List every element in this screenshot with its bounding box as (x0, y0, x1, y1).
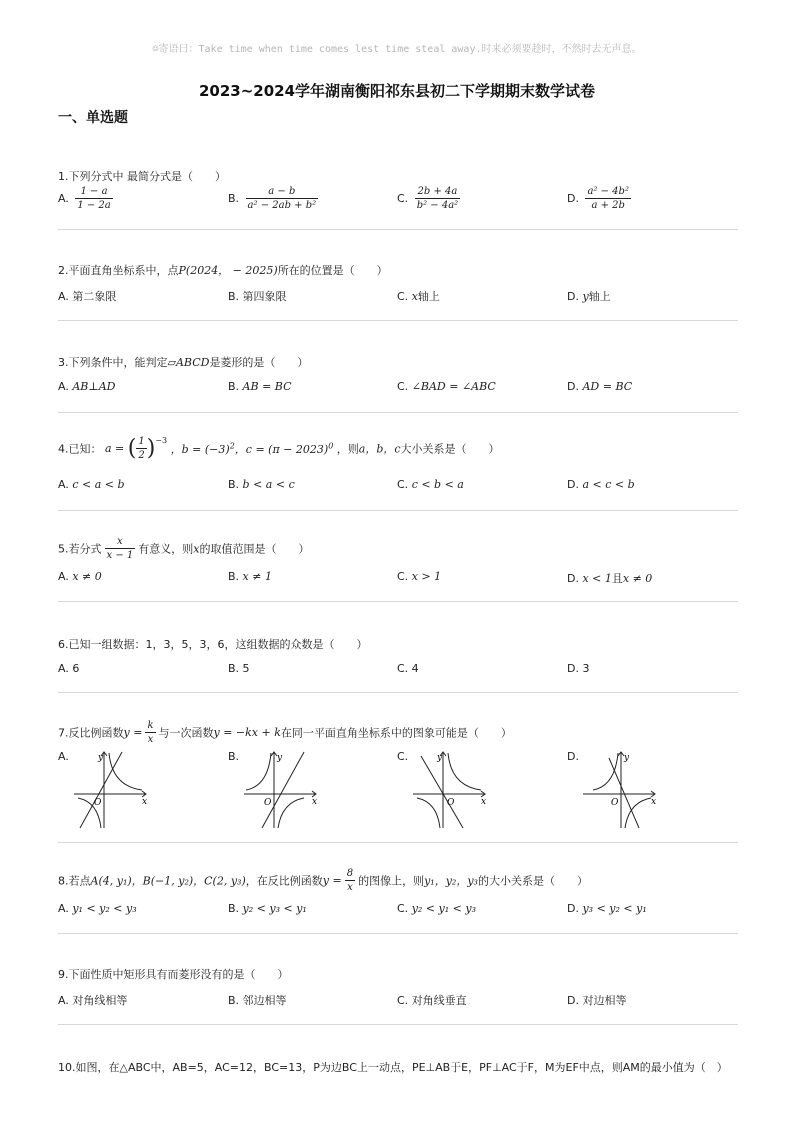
question-2-stem: 2.平面直角坐标系中，点P(2024， − 2025)所在的位置是（ ） (58, 264, 388, 277)
svg-text:y: y (98, 753, 104, 763)
question-8 (58, 868, 738, 920)
divider (58, 412, 738, 413)
fraction: $\frac{k}{x}$ (147, 720, 154, 745)
graph-a-icon (72, 750, 152, 830)
divider (58, 510, 738, 511)
question-3-option-b[interactable]: B. AB = BC (228, 380, 292, 393)
question-9-stem: 9.下面性质中矩形具有而菱形没有的是（ ） (58, 968, 289, 981)
question-1-option-a[interactable]: A. $\frac{1 - a}{1 - 2a}$ (58, 186, 111, 211)
svg-text:y: y (437, 753, 443, 763)
question-4-stem: 4.已知： a = ( $\frac{1}{2}$ )$^{-3}$ ，$b = (-3)^2$，$c = (\pi - 2023)^0$ ，则a，b，c大小关系是（ ） (58, 436, 500, 461)
svg-text:O: O (264, 798, 272, 808)
question-6-option-a[interactable]: A. 6 (58, 662, 80, 675)
divider (58, 601, 738, 602)
svg-text:x: x (312, 797, 318, 807)
graph-d-icon (581, 750, 661, 830)
question-7-option-d[interactable]: D. y x O (567, 750, 677, 830)
divider (58, 1024, 738, 1025)
graph-b-icon (242, 750, 322, 830)
svg-text:O: O (94, 798, 102, 808)
question-7-option-a[interactable]: A. y x O (58, 750, 168, 830)
fraction: $\frac{2b + 4a}{\text{b² − 4a²}}$ (416, 186, 459, 211)
question-3-option-a[interactable]: A. AB⊥AD (58, 380, 116, 393)
svg-text:y: y (277, 753, 283, 763)
fraction: $\frac{a - b}{\text{a² − 2ab + b²}}$ (247, 186, 317, 211)
page-title: 2023~2024学年湖南衡阳祁东县初二下学期期末数学试卷 (198, 82, 596, 100)
question-8-stem: 8.若点A(4, y₁)，B(−1, y₂)，C(2, y₃)，在反比例函数y = $\frac{8}{x}$ 的图像上，则y₁，y₂，y₃的大小关系是（ ） (58, 868, 588, 893)
question-7-stem: 7.反比例函数y = $\frac{k}{x}$ 与一次函数y = −kx + k在同一平面直角坐标系中的图象可能是（ ） (58, 720, 512, 745)
svg-text:y: y (624, 753, 630, 763)
svg-text:x: x (481, 797, 487, 807)
svg-text:O: O (611, 798, 619, 808)
fraction: $\frac{\text{a² − 4b²}}{a + 2b}$ (587, 186, 629, 211)
question-7 (58, 720, 738, 832)
question-6-option-d[interactable]: D. 3 (567, 662, 590, 675)
question-1 (58, 168, 738, 220)
question-10 (58, 1059, 738, 1079)
question-5-stem: 5.若分式 $\frac{x}{x - 1}$ 有意义，则x的取值范围是（ ） (58, 536, 310, 561)
question-9-option-d[interactable]: D. 对边相等 (567, 994, 627, 1007)
question-6-option-c[interactable]: C. 4 (397, 662, 419, 675)
question-1-stem: 1.下列分式中 最简分式是（ ） (58, 170, 226, 183)
question-9-option-c[interactable]: C. 对角线垂直 (397, 994, 467, 1007)
fraction: $\frac{1 - a}{1 - 2a}$ (77, 186, 111, 211)
question-2-option-d[interactable]: D. y轴上 (567, 290, 611, 303)
question-8-option-b[interactable]: B. y₂ < y₃ < y₁ (228, 902, 307, 915)
svg-text:O: O (447, 798, 455, 808)
fraction: $\frac{x}{x - 1}$ (106, 536, 134, 561)
question-4-option-c[interactable]: C. c < b < a (397, 478, 464, 491)
question-9-option-b[interactable]: B. 邻边相等 (228, 994, 287, 1007)
question-9 (58, 966, 738, 1010)
question-6 (58, 636, 738, 676)
motto-banner: ☺寄语曰：Take time when time comes lest time steal away.时来必须要趁时，不然时去无声息。 (152, 44, 642, 55)
question-6-option-b[interactable]: B. 5 (228, 662, 250, 675)
question-8-option-c[interactable]: C. y₂ < y₁ < y₃ (397, 902, 476, 915)
question-5-option-c[interactable]: C. x > 1 (397, 570, 442, 583)
question-7-option-b[interactable]: B. y x O (228, 750, 338, 830)
divider (58, 229, 738, 230)
question-8-option-a[interactable]: A. y₁ < y₂ < y₃ (58, 902, 137, 915)
question-1-option-c[interactable]: C. $\frac{2b + 4a}{\text{b² − 4a²}}$ (397, 186, 459, 211)
question-9-option-a[interactable]: A. 对角线相等 (58, 994, 128, 1007)
fraction: $\frac{8}{x}$ (346, 868, 354, 893)
question-4 (58, 436, 738, 500)
svg-text:x: x (142, 797, 148, 807)
question-4-option-b[interactable]: B. b < a < c (228, 478, 295, 491)
question-5-option-b[interactable]: B. x ≠ 1 (228, 570, 272, 583)
question-4-option-a[interactable]: A. c < a < b (58, 478, 125, 491)
question-2-option-c[interactable]: C. x轴上 (397, 290, 440, 303)
question-1-option-d[interactable]: D. $\frac{\text{a² − 4b²}}{a + 2b}$ (567, 186, 629, 211)
question-6-stem: 6.已知一组数据：1，3，5，3，6，这组数据的众数是（ ） (58, 638, 368, 651)
question-2-option-b[interactable]: B. 第四象限 (228, 290, 287, 303)
question-3-option-d[interactable]: D. AD = BC (567, 380, 633, 393)
section-heading: 一、单选题 (58, 110, 128, 126)
question-7-option-c[interactable]: C. y x O (397, 750, 507, 830)
question-5-option-a[interactable]: A. x ≠ 0 (58, 570, 102, 583)
question-3-option-c[interactable]: C. ∠BAD = ∠ABC (397, 380, 496, 393)
question-4-option-d[interactable]: D. a < c < b (567, 478, 635, 491)
graph-c-icon (411, 750, 491, 830)
question-10-stem: 10.如图，在△ABC中，AB=5，AC=12，BC=13，P为边BC上一动点，PE⊥AB于E，PF⊥AC于F，M为EF中点，则AM的最小值为（ ） (58, 1061, 728, 1074)
question-5 (58, 536, 738, 590)
question-2 (58, 262, 738, 306)
question-8-option-d[interactable]: D. y₃ < y₂ < y₁ (567, 902, 647, 915)
svg-text:x: x (651, 797, 657, 807)
question-3-stem: 3.下列条件中，能判定▱ABCD是菱形的是（ ） (58, 356, 309, 369)
divider (58, 320, 738, 321)
question-2-option-a[interactable]: A. 第二象限 (58, 290, 117, 303)
divider (58, 842, 738, 843)
divider (58, 933, 738, 934)
question-3 (58, 354, 738, 398)
question-1-option-b[interactable]: B. $\frac{a - b}{\text{a² − 2ab + b²}}$ (228, 186, 317, 211)
question-5-option-d[interactable]: D. x < 1且x ≠ 0 (567, 572, 653, 585)
divider (58, 692, 738, 693)
